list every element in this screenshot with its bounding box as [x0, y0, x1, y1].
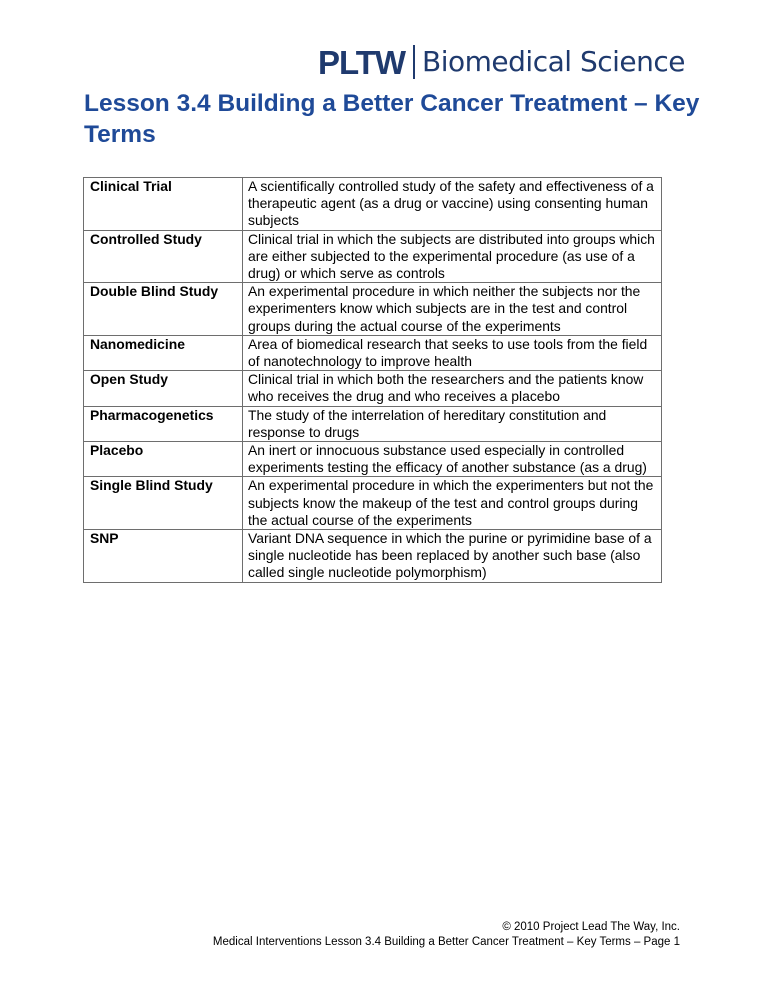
- key-terms-table: [83, 177, 662, 583]
- table-row: [84, 178, 662, 231]
- table-row: [84, 283, 662, 336]
- term-cell: Controlled Study: [84, 230, 243, 283]
- page-title: Lesson 3.4 Building a Better Cancer Treatment – Key Terms: [84, 90, 700, 148]
- table-row: [84, 406, 662, 441]
- definition-cell: An inert or innocuous substance used especially in controlled experiments testing the efficacy of another substance (as a drug): [243, 442, 662, 477]
- term-cell: Pharmacogenetics: [84, 406, 243, 441]
- term-cell: Single Blind Study: [84, 477, 243, 530]
- table-row: [84, 230, 662, 283]
- pltw-logo: [318, 44, 685, 80]
- definition-cell: The study of the interrelation of hereditary constitution and response to drugs: [243, 406, 662, 441]
- definition-cell: An experimental procedure in which neither the subjects nor the experimenters know which subjects are in the test and control groups during the actual course of the experiments: [243, 283, 662, 336]
- logo-subtitle: Biomedical Science: [422, 45, 685, 78]
- definition-cell: Clinical trial in which both the researchers and the patients know who receives the drug and who receives a placebo: [243, 371, 662, 406]
- term-cell: SNP: [84, 530, 243, 583]
- definition-cell: An experimental procedure in which the experimenters but not the subjects know the makeup of the test and control groups during the actual course of the experiments: [243, 477, 662, 530]
- table-row: [84, 530, 662, 583]
- definition-cell: Variant DNA sequence in which the purine or pyrimidine base of a single nucleotide has been replaced by another such base (also called single nucleotide polymorphism): [243, 530, 662, 583]
- definition-cell: Clinical trial in which the subjects are distributed into groups which are either subjected to the experimental procedure (as use of a drug) or which serve as controls: [243, 230, 662, 283]
- table-row: [84, 335, 662, 370]
- term-cell: Nanomedicine: [84, 335, 243, 370]
- term-cell: Placebo: [84, 442, 243, 477]
- logo-divider: [413, 45, 415, 79]
- table-row: [84, 442, 662, 477]
- definition-cell: A scientifically controlled study of the safety and effectiveness of a therapeutic agent (as a drug or vaccine) using consenting human subjects: [243, 178, 662, 231]
- term-cell: Clinical Trial: [84, 178, 243, 231]
- page-footer: [213, 920, 680, 950]
- term-cell: Open Study: [84, 371, 243, 406]
- table-row: [84, 477, 662, 530]
- term-cell: Double Blind Study: [84, 283, 243, 336]
- definition-cell: Area of biomedical research that seeks to use tools from the field of nanotechnology to improve health: [243, 335, 662, 370]
- footer-page-info: Medical Interventions Lesson 3.4 Building a Better Cancer Treatment – Key Terms – Page 1: [212, 936, 680, 948]
- table-row: [84, 371, 662, 406]
- footer-copyright: © 2010 Project Lead The Way, Inc.: [502, 921, 680, 933]
- logo-brand: PLTW: [318, 43, 406, 81]
